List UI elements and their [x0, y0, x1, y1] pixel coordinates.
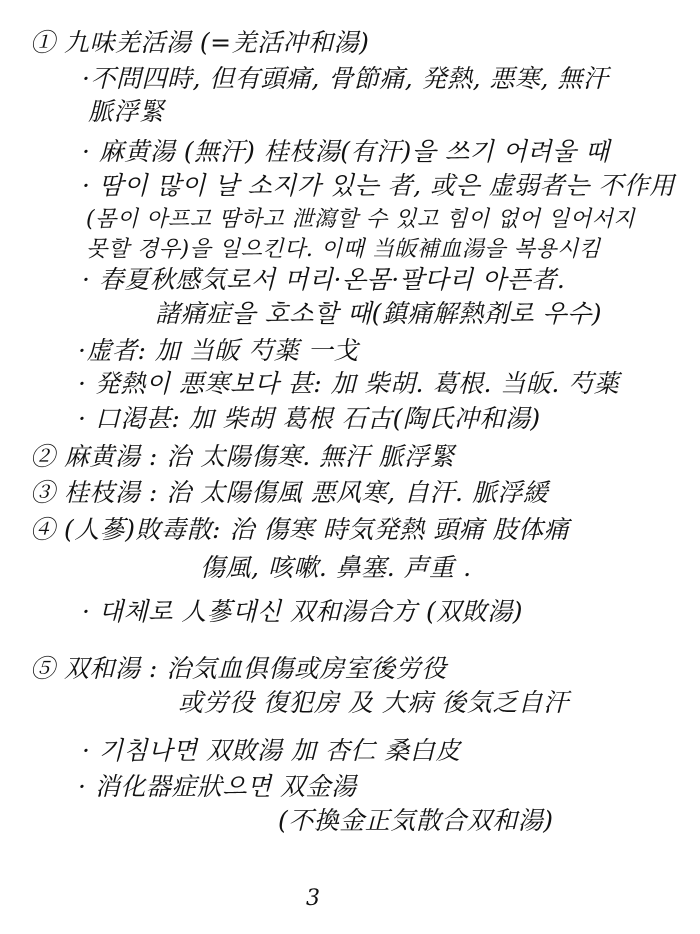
line-13-heading: ② 麻黄湯 : 治 太陽傷寒. 無汗 脈浮緊 — [30, 442, 456, 471]
line-10: ·虚者: 加 当皈 芍薬 一戈 — [78, 336, 359, 365]
line-14-heading: ③ 桂枝湯 : 治 太陽傷風 悪风寒, 自汗. 脈浮緩 — [30, 478, 549, 507]
line-8: · 春夏秋感気로서 머리·온몸·팔다리 아픈者. — [82, 265, 566, 294]
line-21: · 消化器症狀으면 双金湯 — [78, 772, 357, 801]
line-2: ·不問四時, 但有頭痛, 骨節痛, 発熱, 悪寒, 無汗 — [82, 64, 609, 93]
line-6: (몸이 아프고 땀하고 泄瀉할 수 있고 힘이 없어 일어서지 — [86, 207, 636, 232]
line-12: · 口渇甚: 加 柴胡 葛根 石古(陶氏冲和湯) — [78, 404, 541, 433]
page-number: 3 — [306, 886, 320, 911]
line-15-heading: ④ (人蔘)敗毒散: 治 傷寒 時気発熱 頭痛 肢体痛 — [30, 515, 570, 544]
line-3: 脈浮緊 — [88, 97, 165, 126]
line-16: 傷風, 咳嗽. 鼻塞. 声重 . — [200, 553, 472, 582]
line-7: 못할 경우)을 일으킨다. 이때 当皈補血湯을 복용시킴 — [86, 237, 601, 262]
line-4: · 麻黄湯 (無汗) 桂枝湯(有汗)을 쓰기 어려울 때 — [82, 137, 610, 166]
line-11: · 発熱이 悪寒보다 甚: 加 柴胡. 葛根. 当皈. 芍薬 — [78, 369, 620, 398]
line-19: 或労役 復犯房 及 大病 後気乏自汗 — [178, 688, 569, 717]
line-5: · 땀이 많이 날 소지가 있는 者, 或은 虚弱者는 不作用 — [82, 171, 675, 200]
line-22: (不換金正気散合双和湯) — [278, 806, 554, 835]
line-18-heading: ⑤ 双和湯 : 治気血俱傷或房室後労役 — [30, 654, 447, 683]
line-1-heading: ① 九味羌活湯 (=羌活冲和湯) — [30, 28, 370, 57]
line-20: · 기침나면 双敗湯 加 杏仁 桑白皮 — [82, 736, 461, 765]
line-9: 諸痛症을 호소할 때(鎮痛解熱剤로 우수) — [155, 299, 603, 328]
line-17: · 대체로 人蔘대신 双和湯合方 (双敗湯) — [82, 597, 523, 626]
